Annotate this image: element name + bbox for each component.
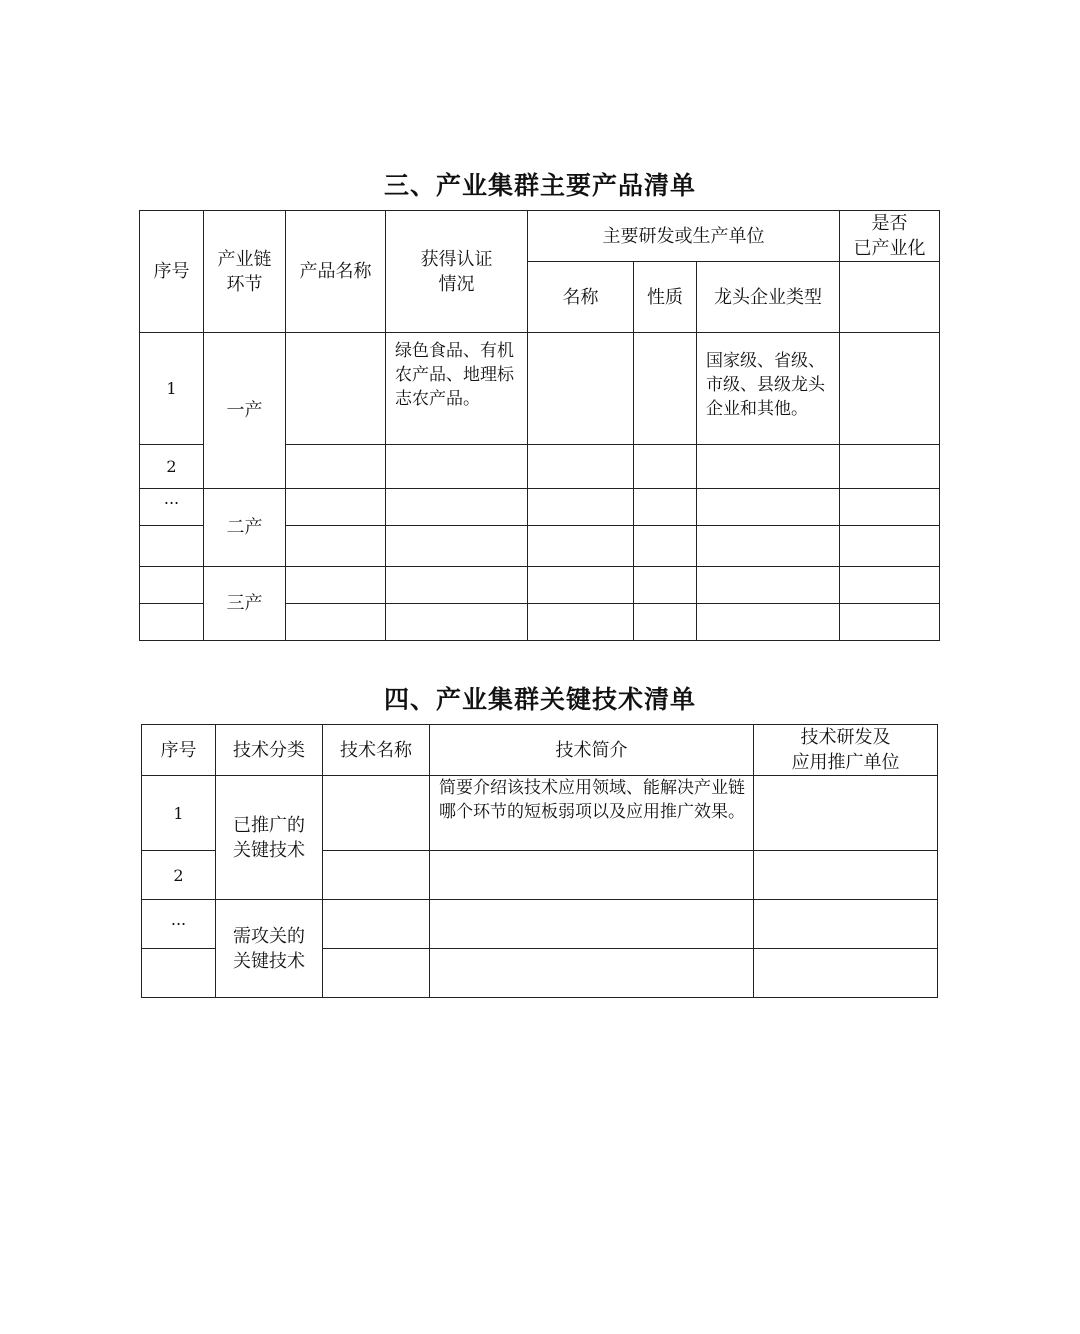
empty-cell (386, 489, 528, 526)
empty-cell (323, 776, 430, 851)
empty-cell (386, 567, 528, 604)
empty-cell (286, 567, 386, 604)
header-tech-category: 技术分类 (216, 725, 323, 776)
empty-cell (528, 604, 634, 641)
row-seq-1: 1 (142, 776, 216, 851)
empty-cell (634, 489, 697, 526)
header-unit-nature: 性质 (634, 262, 697, 333)
empty-cell (430, 900, 754, 949)
empty-cell (528, 567, 634, 604)
row-seq-2: 2 (140, 445, 204, 489)
empty-cell (840, 604, 940, 641)
empty-cell (286, 526, 386, 567)
header-tech-intro: 技术简介 (430, 725, 754, 776)
empty-cell (634, 567, 697, 604)
row-seq-more: ... (140, 489, 204, 526)
empty-cell (697, 567, 840, 604)
empty-cell (286, 333, 386, 445)
empty-cell (323, 949, 430, 998)
certification-note: 绿色食品、有机农产品、地理标志农产品。 (386, 333, 528, 445)
header-industrialized: 是否 已产业化 (840, 211, 940, 262)
header-seq: 序号 (142, 725, 216, 776)
empty-cell (323, 851, 430, 900)
chain-tertiary: 三产 (204, 567, 286, 641)
empty-cell (386, 526, 528, 567)
empty-cell (634, 445, 697, 489)
tech-intro-note: 简要介绍该技术应用领域、能解决产业链哪个环节的短板弱项以及应用推广效果。 (430, 776, 754, 851)
header-chain-link: 产业链 环节 (204, 211, 286, 333)
empty-cell (754, 900, 938, 949)
empty-cell (140, 604, 204, 641)
empty-cell (634, 604, 697, 641)
row-seq-2: 2 (142, 851, 216, 900)
header-unit-name: 名称 (528, 262, 634, 333)
empty-cell (754, 851, 938, 900)
header-tech-name: 技术名称 (323, 725, 430, 776)
empty-cell (528, 526, 634, 567)
header-certification: 获得认证 情况 (386, 211, 528, 333)
category-promoted: 已推广的 关键技术 (216, 776, 323, 900)
header-product-name: 产品名称 (286, 211, 386, 333)
empty-cell (386, 604, 528, 641)
empty-cell (634, 333, 697, 445)
empty-cell (840, 489, 940, 526)
empty-cell (754, 949, 938, 998)
empty-cell (528, 445, 634, 489)
empty-cell (286, 445, 386, 489)
leader-type-note: 国家级、省级、市级、县级龙头企业和其他。 (697, 333, 840, 445)
empty-cell (430, 851, 754, 900)
empty-cell (140, 526, 204, 567)
empty-cell (528, 489, 634, 526)
empty-cell (840, 567, 940, 604)
empty-cell (697, 526, 840, 567)
chain-primary: 一产 (204, 333, 286, 489)
empty-cell (140, 567, 204, 604)
empty-cell (386, 445, 528, 489)
header-leader-type: 龙头企业类型 (697, 262, 840, 333)
empty-cell (142, 949, 216, 998)
header-seq: 序号 (140, 211, 204, 333)
empty-cell (528, 333, 634, 445)
chain-secondary: 二产 (204, 489, 286, 567)
header-tech-unit: 技术研发及 应用推广单位 (754, 725, 938, 776)
empty-cell (840, 333, 940, 445)
empty-cell (840, 526, 940, 567)
empty-cell (840, 262, 940, 333)
empty-cell (697, 604, 840, 641)
empty-cell (840, 445, 940, 489)
section4-title: 四、产业集群关键技术清单 (383, 685, 696, 714)
empty-cell (697, 489, 840, 526)
key-tech-table (141, 724, 938, 998)
category-to-tackle: 需攻关的 关键技术 (216, 900, 323, 998)
row-seq-1: 1 (140, 333, 204, 445)
empty-cell (697, 445, 840, 489)
section3-title: 三、产业集群主要产品清单 (383, 171, 696, 200)
main-products-table (139, 210, 940, 641)
empty-cell (634, 526, 697, 567)
empty-cell (286, 604, 386, 641)
empty-cell (286, 489, 386, 526)
header-main-unit: 主要研发或生产单位 (528, 211, 840, 262)
empty-cell (323, 900, 430, 949)
empty-cell (754, 776, 938, 851)
empty-cell (430, 949, 754, 998)
row-seq-more: ... (142, 900, 216, 949)
